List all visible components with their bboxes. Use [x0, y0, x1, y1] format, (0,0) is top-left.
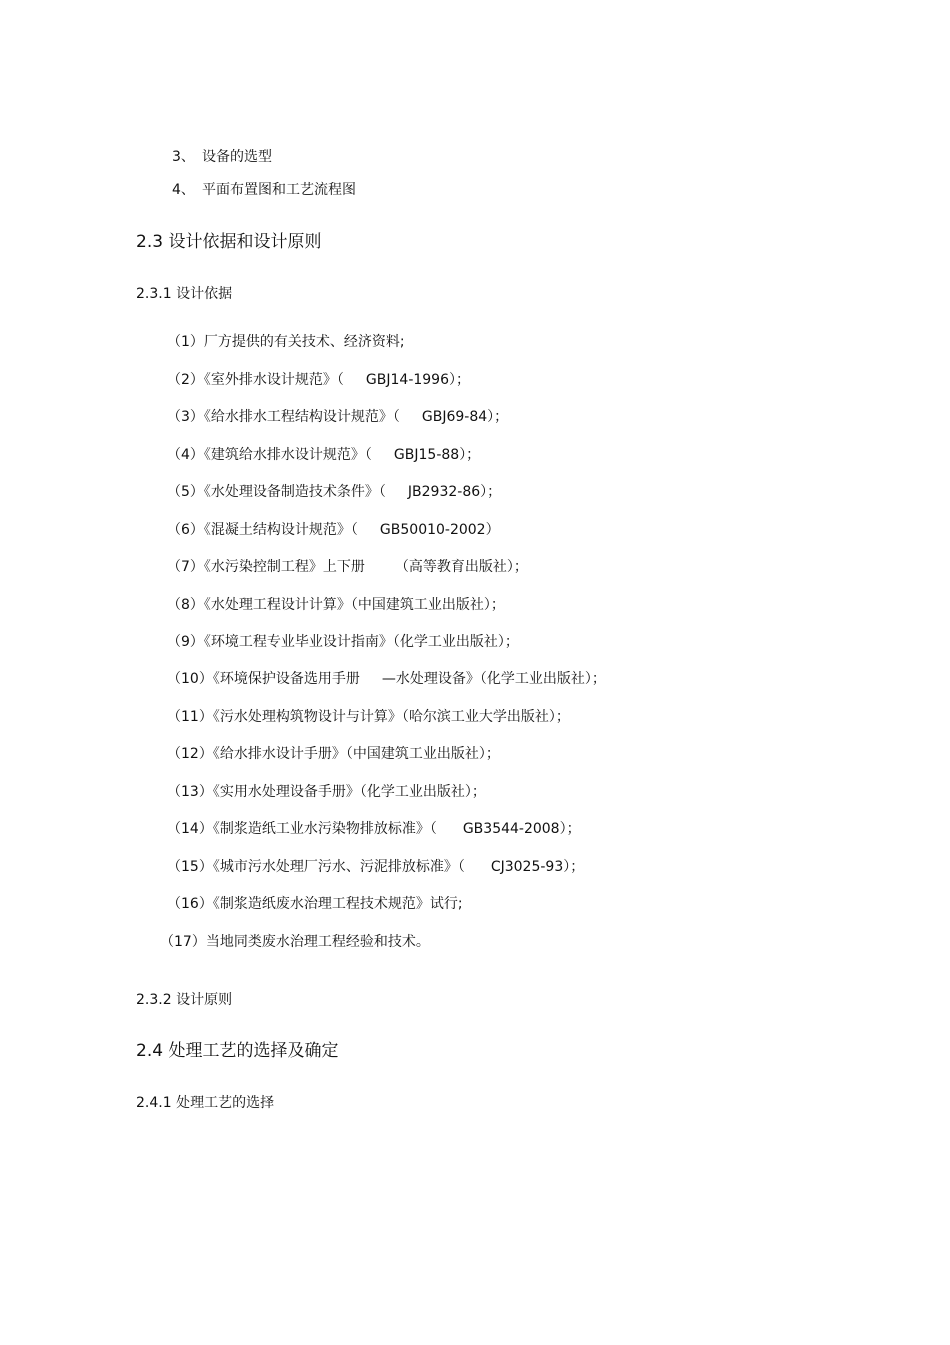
reference-item: （11）《污水处理构筑物设计与计算》（哈尔滨工业大学出版社）；: [167, 709, 570, 725]
list-text: 设备的选型: [202, 149, 272, 165]
reference-item: （8）《水处理工程设计计算》（中国建筑工业出版社）；: [167, 597, 505, 613]
reference-item: （9）《环境工程专业毕业设计指南》（化学工业出版社）；: [167, 634, 519, 650]
reference-item: （2）《室外排水设计规范》（ GBJ14-1996）；: [167, 372, 470, 388]
reference-item: （4）《建筑给水排水设计规范》（ GBJ15-88）；: [167, 447, 481, 463]
list-text: 平面布置图和工艺流程图: [202, 182, 356, 198]
list-number: 3、: [172, 149, 195, 165]
reference-item: （5）《水处理设备制造技术条件》（ JB2932-86）；: [167, 484, 502, 500]
reference-item: （16）《制浆造纸废水治理工程技术规范》试行;: [167, 896, 463, 912]
subsection-heading-2-4-1: 2.4.1 处理工艺的选择: [136, 1095, 275, 1111]
reference-item: （6）《混凝土结构设计规范》（ GB50010-2002）: [167, 522, 500, 538]
subsection-heading-2-3-2: 2.3.2 设计原则: [136, 992, 233, 1008]
section-heading-2-3: 2.3 设计依据和设计原则: [136, 232, 322, 252]
list-item-4: [172, 181, 356, 199]
reference-item: （10）《环境保护设备选用手册 —水处理设备》（化学工业出版社）；: [167, 671, 606, 687]
reference-item: （15）《城市污水处理厂污水、污泥排放标准》（ CJ3025-93）；: [167, 859, 585, 875]
reference-item: （12）《给水排水设计手册》（中国建筑工业出版社）；: [167, 746, 500, 762]
section-heading-2-4: 2.4 处理工艺的选择及确定: [136, 1041, 339, 1061]
reference-item: （14）《制浆造纸工业水污染物排放标准》（ GB3544-2008）；: [167, 821, 581, 837]
list-item-3: [172, 148, 272, 166]
reference-item: （13）《实用水处理设备手册》（化学工业出版社）；: [167, 784, 486, 800]
list-number: 4、: [172, 182, 195, 198]
reference-item: （3）《给水排水工程结构设计规范》（ GBJ69-84）；: [167, 409, 509, 425]
reference-item: （7）《水污染控制工程》上下册 （高等教育出版社）；: [167, 559, 528, 575]
reference-item: （17）当地同类废水治理工程经验和技术。: [160, 934, 430, 950]
reference-item: （1）厂方提供的有关技术、经济资料;: [167, 334, 405, 350]
subsection-heading-2-3-1: 2.3.1 设计依据: [136, 286, 233, 302]
